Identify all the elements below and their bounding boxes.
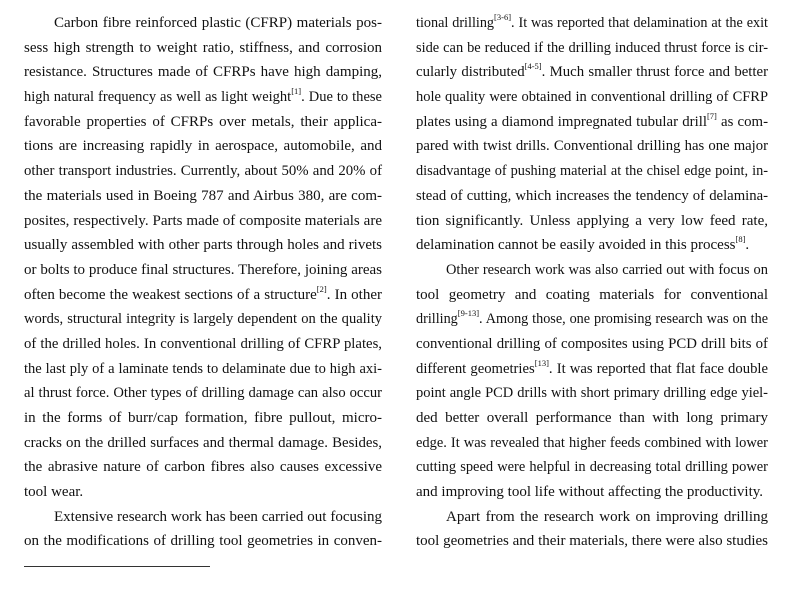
text-run: edge. It was revealed that higher feeds combined with lower: [416, 434, 768, 451]
text-run: ded better overall performance than with long primary: [416, 410, 768, 426]
text-line: [416, 233, 768, 258]
text-run: stead of cutting, which increases the tendency of delamina-: [416, 187, 768, 204]
text-line: [416, 209, 768, 234]
text-line: [416, 406, 768, 431]
text-run: side can be reduced if the drilling induced thrust force is cir-: [416, 39, 768, 56]
text-run: cularly distributed: [416, 64, 525, 81]
text-line: [416, 60, 768, 85]
text-run: point angle PCD drills with short primary drilling edge yiel-: [416, 385, 768, 402]
text-run: usually assembled with other parts through holes and rivets: [24, 237, 382, 254]
text-run: tool geometries and their materials, there were also studies: [416, 533, 768, 550]
text-line: [24, 529, 382, 554]
text-line: [24, 307, 382, 332]
text-run: .: [745, 237, 750, 254]
text-run: plates using a diamond impregnated tubular drill: [416, 113, 707, 130]
text-run: Extensive research work has been carried out focusing: [54, 508, 382, 525]
text-line: [416, 283, 768, 308]
text-line: [416, 110, 768, 135]
text-run: favorable properties of CFRPs over metals, their applica-: [24, 113, 382, 130]
text-run: cracks on the drilled surfaces and thermal damage. Besides,: [24, 434, 382, 451]
text-run: words, structural integrity is largely dependent on the quality: [24, 311, 382, 328]
text-line: [24, 406, 382, 431]
text-run: in the forms of burr/cap formation, fibre pullout, micro-: [24, 410, 382, 426]
text-line: [24, 381, 382, 406]
text-run: . Much smaller thrust force and better: [541, 64, 769, 81]
text-run: often become the weakest sections of a structure: [24, 286, 317, 303]
text-run: tions are increasing rapidly in aerospace, automobile, and: [24, 138, 382, 155]
text-line: [24, 283, 382, 308]
text-line: [416, 184, 768, 209]
text-line: [24, 233, 382, 258]
text-line: [24, 480, 382, 505]
text-line: [24, 110, 382, 135]
text-run: Carbon fibre reinforced plastic (CFRP) materials pos-: [54, 15, 382, 31]
text-run: different geometries: [416, 360, 535, 377]
citation-ref: [7]: [706, 110, 717, 121]
text-run: tional drilling: [416, 15, 495, 31]
text-run: . Due to these: [301, 89, 382, 106]
citation-ref: [13]: [534, 357, 549, 368]
citation-ref: [1]: [291, 86, 302, 97]
text-line: [416, 134, 768, 159]
text-run: cutting speed were helpful in decreasing total drilling power: [416, 459, 768, 476]
text-line: [24, 85, 382, 110]
text-run: Apart from the research work on improving drilling: [446, 508, 768, 525]
text-run: . Among those, one promising research was on the: [479, 311, 768, 328]
text-line: [416, 431, 768, 456]
text-run: on the modifications of drilling tool geometries in conven-: [24, 533, 382, 550]
text-run: sess high strength to weight ratio, stiffness, and corrosion: [24, 39, 382, 56]
text-run: the last ply of a laminate tends to delaminate due to high axi-: [24, 360, 382, 377]
text-run: as com-: [716, 113, 769, 130]
text-line: [24, 159, 382, 184]
text-run: posites, respectively. Parts made of composite materials are: [24, 212, 382, 229]
text-line: [24, 505, 382, 530]
text-run: . It was reported that delamination at the exit: [511, 15, 769, 31]
text-line: [24, 36, 382, 61]
text-run: al thrust force. Other types of drilling damage can also occur: [24, 385, 382, 402]
text-run: pared with twist drills. Conventional drilling has one major: [416, 138, 768, 155]
text-line: [416, 505, 768, 530]
text-run: tion significantly. Unless applying a very low feed rate,: [416, 212, 768, 229]
text-line: [416, 85, 768, 110]
text-line: [24, 11, 382, 36]
text-line: [24, 431, 382, 456]
text-run: Other research work was also carried out with focus on: [446, 261, 768, 278]
text-line: [24, 332, 382, 357]
text-run: the materials used in Boeing 787 and Airbus 380, are com-: [24, 187, 382, 204]
text-line: [24, 60, 382, 85]
text-run: high natural frequency as well as light weight: [24, 89, 292, 106]
text-run: drilling: [416, 311, 458, 328]
text-line: [416, 332, 768, 357]
text-line: [416, 258, 768, 283]
text-run: hole quality were obtained in conventional drilling of CFRP: [416, 89, 768, 106]
text-run: and improving tool life without affecting the productivity.: [416, 484, 764, 501]
citation-ref: [8]: [735, 234, 746, 245]
text-line: [24, 455, 382, 480]
text-line: [416, 11, 768, 36]
text-line: [416, 357, 768, 382]
text-run: of the drilled holes. In conventional drilling of CFRP plates,: [24, 335, 382, 352]
text-line: [24, 357, 382, 382]
text-line: [416, 307, 768, 332]
text-run: tool geometry and coating materials for conventional: [416, 286, 768, 303]
text-line: [416, 455, 768, 480]
text-line: [416, 159, 768, 184]
text-line: [24, 209, 382, 234]
text-line: [416, 480, 768, 505]
text-line: [24, 258, 382, 283]
text-line: [416, 529, 768, 554]
left-column: [24, 11, 382, 554]
text-line: [416, 36, 768, 61]
citation-ref: [4-5]: [524, 61, 542, 72]
text-run: other transport industries. Currently, about 50% and 20% of: [24, 163, 382, 180]
text-line: [24, 184, 382, 209]
text-run: delamination cannot be easily avoided in this process: [416, 237, 736, 254]
footnote-rule: [24, 566, 210, 567]
citation-ref: [9-13]: [457, 308, 480, 319]
text-run: . In other: [326, 286, 382, 303]
right-column: [416, 11, 768, 554]
text-run: conventional drilling of composites using PCD drill bits of: [416, 335, 768, 352]
text-run: tool wear.: [24, 484, 84, 501]
text-run: the abrasive nature of carbon fibres also causes excessive: [24, 459, 382, 476]
text-run: disadvantage of pushing material at the chisel edge point, in-: [416, 163, 768, 180]
text-run: . It was reported that flat face double: [548, 360, 768, 377]
text-run: or bolts to produce final structures. Therefore, joining areas: [24, 261, 382, 278]
citation-ref: [2]: [316, 283, 327, 294]
citation-ref: [3-6]: [494, 12, 512, 22]
text-line: [24, 134, 382, 159]
text-line: [416, 381, 768, 406]
text-run: resistance. Structures made of CFRPs have high damping,: [24, 64, 382, 81]
